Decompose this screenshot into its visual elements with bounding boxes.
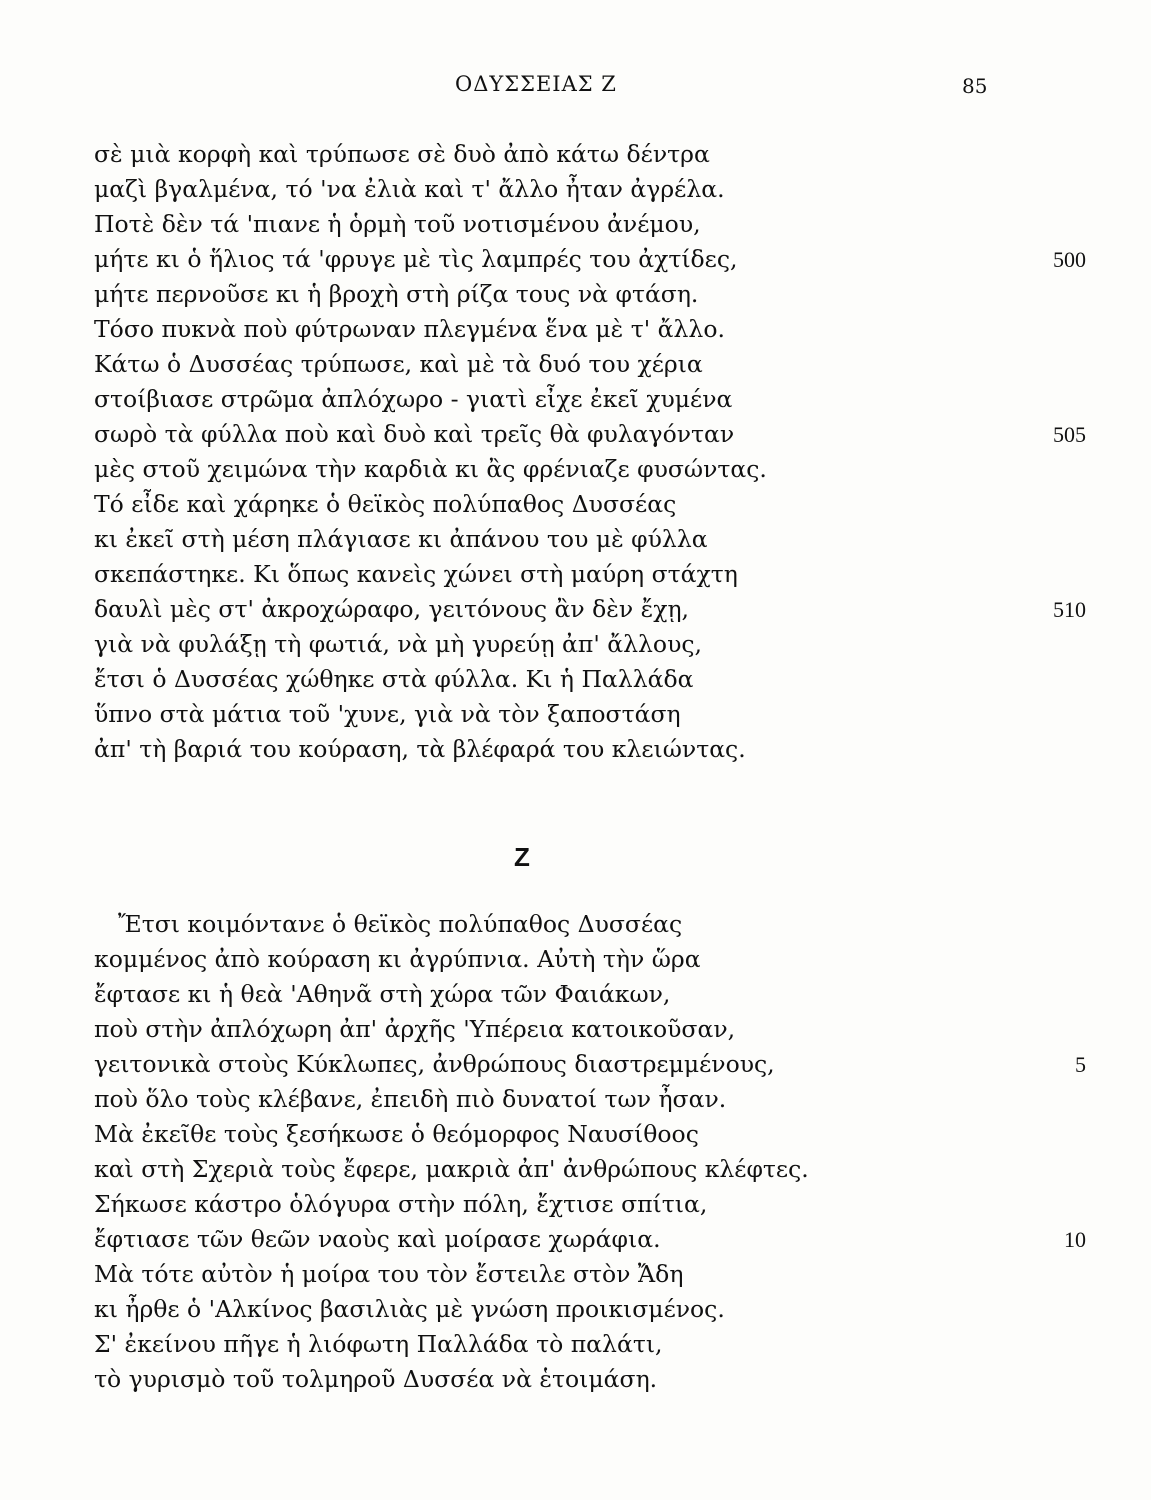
verse-line: [94, 1187, 1104, 1222]
verse-text: κομμένος ἀπὸ κούραση κι ἀγρύπνια. Αὐτὴ τὴν ὥρα: [94, 945, 701, 973]
verse-text: Ἔτσι κοιμόντανε ὁ θεϊκὸς πολύπαθος Δυσσέας: [118, 910, 683, 938]
verse-line: [94, 1117, 1104, 1152]
verse-line: [94, 662, 1104, 697]
verse-line: [94, 452, 1104, 487]
verse-block-book-6: [94, 907, 1104, 1397]
verse-line: [94, 907, 1104, 942]
verse-line: [94, 487, 1104, 522]
verse-text: γειτονικὰ στοὺς Κύκλωπες, ἀνθρώπους διαστρεμμένους,: [94, 1050, 775, 1078]
verse-text: στοίβιασε στρῶμα ἀπλόχωρο - γιατὶ εἶχε ἐκεῖ χυμένα: [94, 385, 733, 413]
verse-line: [94, 242, 1104, 277]
verse-text: σωρὸ τὰ φύλλα ποὺ καὶ δυὸ καὶ τρεῖς θὰ φυλαγόνταν: [94, 420, 735, 448]
verse-text: μήτε κι ὁ ἥλιος τά 'φρυγε μὲ τὶς λαμπρές του ἀχτίδες,: [94, 245, 738, 273]
verse-line: [94, 697, 1104, 732]
running-title: ΟΔΥΣΣΕΙΑΣ Ζ: [455, 72, 617, 96]
running-header: [0, 72, 1151, 102]
verse-text: ἔτσι ὁ Δυσσέας χώθηκε στὰ φύλλα. Κι ἡ Παλλάδα: [94, 665, 694, 693]
verse-line: [94, 627, 1104, 662]
line-number: 5: [1075, 1052, 1086, 1077]
verse-line: [94, 312, 1104, 347]
page-number: 85: [962, 74, 988, 98]
verse-line: [94, 172, 1104, 207]
verse-line: [94, 557, 1104, 592]
line-number: 505: [1053, 422, 1086, 447]
verse-text: κι ἐκεῖ στὴ μέση πλάγιασε κι ἀπάνου του μὲ φύλλα: [94, 525, 708, 553]
verse-text: καὶ στὴ Σχεριὰ τοὺς ἔφερε, μακριὰ ἀπ' ἀνθρώπους κλέφτες.: [94, 1155, 809, 1183]
verse-line: [94, 382, 1104, 417]
verse-text: Ποτὲ δὲν τά 'πιανε ἡ ὁρμὴ τοῦ νοτισμένου ἀνέμου,: [94, 210, 701, 238]
line-number: 10: [1064, 1227, 1086, 1252]
verse-text: Σ' ἐκείνου πῆγε ἡ λιόφωτη Παλλάδα τὸ παλάτι,: [94, 1330, 663, 1358]
verse-text: Μὰ ἐκεῖθε τοὺς ξεσήκωσε ὁ θεόμορφος Ναυσίθοος: [94, 1120, 699, 1148]
verse-text: σκεπάστηκε. Κι ὅπως κανεὶς χώνει στὴ μαύρη στάχτη: [94, 560, 738, 588]
verse-text: Τόσο πυκνὰ ποὺ φύτρωναν πλεγμένα ἕνα μὲ τ' ἄλλο.: [94, 315, 725, 343]
verse-line: [94, 417, 1104, 452]
line-number: 510: [1053, 597, 1086, 622]
verse-text: μὲς στοῦ χειμώνα τὴν καρδιὰ κι ἂς φρένιαζε φυσώντας.: [94, 455, 767, 483]
verse-line: [94, 522, 1104, 557]
verse-text: Σήκωσε κάστρο ὁλόγυρα στὴν πόλη, ἔχτισε σπίτια,: [94, 1190, 708, 1218]
verse-text: ἔφτασε κι ἡ θεὰ 'Αθηνᾶ στὴ χώρα τῶν Φαιάκων,: [94, 980, 671, 1008]
verse-text: ὕπνο στὰ μάτια τοῦ 'χυνε, γιὰ νὰ τὸν ξαποστάση: [94, 700, 681, 728]
verse-line: [94, 207, 1104, 242]
verse-line: [94, 592, 1104, 627]
verse-text: κι ἦρθε ὁ 'Αλκίνος βασιλιὰς μὲ γνώση προικισμένος.: [94, 1295, 725, 1323]
verse-text: Κάτω ὁ Δυσσέας τρύπωσε, καὶ μὲ τὰ δυό του χέρια: [94, 350, 703, 378]
verse-text: ποὺ στὴν ἀπλόχωρη ἀπ' ἀρχῆς 'Υπέρεια κατοικοῦσαν,: [94, 1015, 736, 1043]
verse-text: μαζὶ βγαλμένα, τό 'να ἐλιὰ καὶ τ' ἄλλο ἦταν ἀγρέλα.: [94, 175, 725, 203]
verse-line: [94, 732, 1104, 767]
verse-line: [94, 1082, 1104, 1117]
verse-text: σὲ μιὰ κορφὴ καὶ τρύπωσε σὲ δυὸ ἀπὸ κάτω δέντρα: [94, 140, 710, 168]
verse-line: [94, 1222, 1104, 1257]
verse-text: μήτε περνοῦσε κι ἡ βροχὴ στὴ ρίζα τους νὰ φτάση.: [94, 280, 699, 308]
verse-block-end-of-book-5: [94, 137, 1104, 767]
verse-line: [94, 977, 1104, 1012]
verse-text: Τό εἶδε καὶ χάρηκε ὁ θεϊκὸς πολύπαθος Δυσσέας: [94, 490, 677, 518]
verse-line: [94, 277, 1104, 312]
verse-line: [94, 1327, 1104, 1362]
verse-line: [94, 1152, 1104, 1187]
line-number: 500: [1053, 247, 1086, 272]
verse-line: [94, 1362, 1104, 1397]
book-heading-letter: Ζ: [514, 842, 530, 872]
verse-line: [94, 1047, 1104, 1082]
verse-text: ἔφτιασε τῶν θεῶν ναοὺς καὶ μοίρασε χωράφια.: [94, 1225, 661, 1253]
verse-line: [94, 347, 1104, 382]
verse-line: [94, 942, 1104, 977]
verse-line: [94, 1012, 1104, 1047]
verse-text: Μὰ τότε αὐτὸν ἡ μοίρα του τὸν ἔστειλε στὸν Ἄδη: [94, 1260, 684, 1288]
verse-text: ποὺ ὅλο τοὺς κλέβανε, ἐπειδὴ πιὸ δυνατοί των ἦσαν.: [94, 1085, 727, 1113]
verse-line: [94, 1257, 1104, 1292]
verse-text: γιὰ νὰ φυλάξῃ τὴ φωτιά, νὰ μὴ γυρεύῃ ἀπ' ἄλλους,: [94, 630, 702, 658]
verse-line: [94, 137, 1104, 172]
verse-line: [94, 1292, 1104, 1327]
verse-text: ἀπ' τὴ βαριά του κούραση, τὰ βλέφαρά του κλειώντας.: [94, 735, 746, 763]
verse-text: δαυλὶ μὲς στ' ἀκροχώραφο, γειτόνους ἂν δὲν ἔχῃ,: [94, 595, 689, 623]
verse-text: τὸ γυρισμὸ τοῦ τολμηροῦ Δυσσέα νὰ ἑτοιμάση.: [94, 1365, 658, 1393]
